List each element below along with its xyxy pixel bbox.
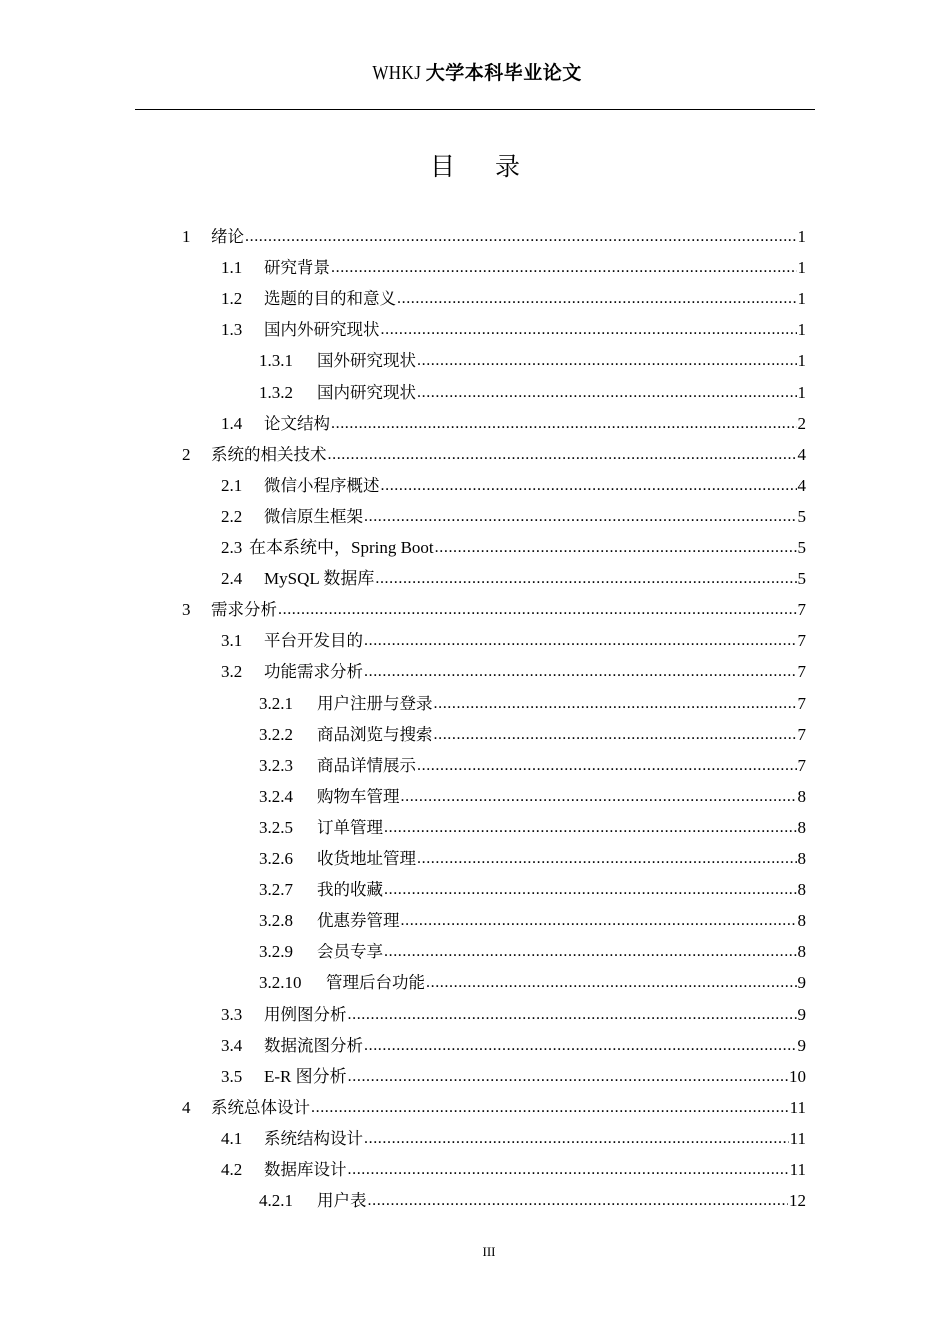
toc-entry-page: 4 — [797, 444, 806, 464]
toc-leader-dots — [401, 781, 797, 812]
toc-entry-title: 系统的相关技术 — [211, 444, 327, 464]
toc-leader-dots — [311, 1092, 789, 1123]
toc-entry-title: 国内研究现状 — [317, 382, 416, 402]
toc-entry-page: 5 — [797, 506, 806, 526]
toc-entry-number: 1.4 — [221, 413, 243, 433]
toc-entry-title: 用户注册与登录 — [317, 693, 433, 713]
toc-entry-page: 1 — [797, 382, 806, 402]
toc-entry-title: MySQL 数据库 — [264, 569, 375, 589]
toc-entry[interactable] — [221, 532, 806, 563]
header-title: 大学本科毕业论文 — [425, 62, 582, 84]
toc-leader-dots — [348, 999, 797, 1030]
toc-entry-number: 3.4 — [221, 1035, 243, 1055]
toc-entry-number: 1.1 — [221, 258, 243, 278]
toc-entry-title: 研究背景 — [264, 258, 330, 278]
toc-entry-title: 系统总体设计 — [211, 1097, 310, 1117]
toc-entry[interactable] — [259, 905, 806, 936]
page-number: III — [482, 1244, 496, 1259]
toc-entry[interactable] — [259, 1185, 806, 1216]
toc-entry-number: 1.3.2 — [259, 382, 293, 402]
toc-entry-page: 7 — [797, 693, 806, 713]
toc-entry[interactable] — [182, 221, 806, 252]
toc-entry[interactable] — [259, 377, 806, 408]
toc-entry-page: 5 — [797, 569, 806, 589]
toc-entry-page: 9 — [797, 1004, 806, 1024]
toc-entry-page: 7 — [797, 631, 806, 651]
toc-entry-page: 1 — [797, 289, 806, 309]
toc-entry[interactable] — [182, 439, 806, 470]
toc-entry-page: 1 — [797, 320, 806, 340]
toc-entry-title: 收货地址管理 — [317, 849, 416, 868]
toc-leader-dots — [364, 501, 797, 532]
toc-leader-dots — [397, 283, 797, 314]
toc-entry-title: 系统结构设计 — [264, 1128, 363, 1148]
toc-entry[interactable] — [259, 967, 806, 998]
toc-entry-number: 2.4 — [221, 569, 243, 589]
toc-entry[interactable] — [259, 812, 806, 843]
toc-entry-title: 会员专享 — [317, 942, 383, 962]
toc-leader-dots — [381, 314, 797, 345]
toc-entry-page: 1 — [797, 227, 806, 246]
toc-leader-dots — [364, 1030, 797, 1061]
toc-entry-page: 11 — [789, 1128, 806, 1148]
toc-entry-title: 数据库设计 — [264, 1160, 347, 1179]
toc-entry[interactable] — [221, 1061, 806, 1092]
toc-entry-page: 4 — [797, 475, 806, 495]
toc-entry-title: 用例图分析 — [264, 1004, 347, 1024]
toc-leader-dots — [348, 1061, 788, 1092]
toc-entry-page: 11 — [789, 1160, 806, 1179]
toc-leader-dots — [434, 688, 797, 719]
toc-entry-title: 管理后台功能 — [326, 973, 425, 993]
toc-entry-page: 12 — [789, 1191, 806, 1211]
toc-entry-number: 3 — [182, 600, 191, 620]
toc-entry[interactable] — [221, 283, 806, 314]
toc-entry-title: 平台开发目的 — [264, 631, 363, 651]
toc-entry-number: 3.2.1 — [259, 693, 293, 713]
toc-entry[interactable] — [221, 999, 806, 1030]
toc-entry-title: 购物车管理 — [317, 786, 400, 806]
toc-entry-title: 绪论 — [211, 227, 244, 246]
toc-entry-page: 7 — [797, 724, 806, 744]
toc-entry[interactable] — [221, 656, 806, 687]
toc-leader-dots — [417, 750, 797, 781]
toc-entry-page: 2 — [797, 413, 806, 433]
toc-entry-page: 8 — [797, 817, 806, 837]
toc-entry-number: 4.2 — [221, 1160, 243, 1179]
toc-leader-dots — [348, 1154, 789, 1185]
toc-entry-title: 优惠券管理 — [317, 911, 400, 931]
toc-entry-title: 微信原生框架 — [264, 506, 363, 526]
toc-leader-dots — [401, 905, 797, 936]
toc-entry[interactable] — [221, 408, 806, 439]
toc-entry-page: 7 — [797, 662, 806, 682]
toc-entry[interactable] — [182, 1092, 806, 1123]
toc-leader-dots — [245, 221, 797, 252]
header-rule — [135, 109, 815, 110]
header-latin: WHKJ — [372, 62, 422, 84]
toc-entry[interactable] — [221, 252, 806, 283]
toc-entry[interactable] — [259, 688, 806, 719]
toc-leader-dots — [364, 656, 797, 687]
toc-entry-number: 3.3 — [221, 1004, 243, 1024]
toc-entry-number: 3.2.8 — [259, 911, 293, 931]
toc-entry-number: 2 — [182, 444, 191, 464]
toc-entry-number: 4.1 — [221, 1128, 243, 1148]
toc-leader-dots — [384, 936, 797, 967]
toc-entry-title: E-R 图分析 — [264, 1066, 347, 1086]
toc-entry-number: 1.3 — [221, 320, 243, 340]
toc-entry-page: 7 — [797, 600, 806, 620]
toc-entry-page: 1 — [797, 351, 806, 371]
toc-entry-number: 3.2.6 — [259, 849, 293, 868]
toc-entry-number: 3.2.3 — [259, 755, 293, 775]
toc-leader-dots — [434, 719, 797, 750]
toc-entry-number: 4 — [182, 1097, 191, 1117]
toc-entry[interactable] — [259, 750, 806, 781]
running-header — [135, 58, 815, 85]
toc-entry-title: 论文结构 — [264, 413, 330, 433]
toc-entry-title: 国内外研究现状 — [264, 320, 380, 340]
toc-entry-number: 3.2.7 — [259, 880, 293, 900]
toc-entry-number: 3.1 — [221, 631, 243, 651]
toc-entry-number: 3.2.2 — [259, 724, 293, 744]
toc-leader-dots — [331, 408, 797, 439]
toc-entry-number: 4.2.1 — [259, 1191, 293, 1211]
toc-leader-dots — [384, 812, 797, 843]
toc-entry[interactable] — [221, 1030, 806, 1061]
toc-entry[interactable] — [221, 563, 806, 594]
toc-leader-dots — [417, 843, 797, 874]
toc-entry-number: 3.2.4 — [259, 786, 293, 806]
toc-entry-number: 2.1 — [221, 475, 243, 495]
toc-entry-page: 11 — [789, 1097, 806, 1117]
toc-entry[interactable] — [221, 314, 806, 345]
toc-entry-number: 2.3 — [221, 538, 243, 557]
toc-entry-page: 8 — [797, 849, 806, 868]
toc-entry[interactable] — [259, 936, 806, 967]
toc-entry-number: 3.2.10 — [259, 973, 302, 993]
toc-title: 目 录 — [430, 152, 536, 181]
toc-entry-title: 在本系统中，Spring Boot — [249, 538, 434, 557]
toc-entry-page: 7 — [797, 755, 806, 775]
toc-entry-title: 数据流图分析 — [264, 1035, 363, 1055]
toc-leader-dots — [368, 1185, 789, 1216]
toc-entry[interactable] — [221, 1154, 806, 1185]
toc-leader-dots — [417, 377, 797, 408]
toc-entry-title: 商品详情展示 — [317, 755, 416, 775]
toc-leader-dots — [426, 967, 797, 998]
toc-entry[interactable] — [221, 1123, 806, 1154]
toc-entry-number: 2.2 — [221, 506, 243, 526]
toc-entry[interactable] — [259, 843, 806, 874]
toc-entry-title: 微信小程序概述 — [264, 475, 380, 495]
toc-entry-title: 选题的目的和意义 — [264, 289, 396, 309]
toc-leader-dots — [381, 470, 797, 501]
toc-entry-title: 商品浏览与搜索 — [317, 724, 433, 744]
toc-entry-title: 订单管理 — [317, 817, 383, 837]
toc-leader-dots — [375, 563, 796, 594]
toc-entry-title: 功能需求分析 — [264, 662, 363, 682]
toc-leader-dots — [328, 439, 797, 470]
toc-leader-dots — [384, 874, 797, 905]
toc-entry-number: 1.2 — [221, 289, 243, 309]
toc-entry-title: 用户表 — [317, 1191, 367, 1211]
toc-entry-number: 3.5 — [221, 1066, 243, 1086]
toc-leader-dots — [364, 1123, 789, 1154]
toc-leader-dots — [417, 345, 797, 376]
toc-entry[interactable] — [221, 470, 806, 501]
toc-entry-page: 1 — [797, 258, 806, 278]
toc-entry-page: 10 — [789, 1066, 806, 1086]
toc-entry-title: 需求分析 — [211, 600, 277, 620]
toc-entry[interactable] — [221, 501, 806, 532]
toc-entry[interactable] — [259, 719, 806, 750]
toc-leader-dots — [364, 625, 797, 656]
toc-entry-number: 3.2.9 — [259, 942, 293, 962]
toc-entry-title: 我的收藏 — [317, 880, 383, 900]
toc-entry-number: 1 — [182, 227, 191, 246]
toc-entry[interactable] — [259, 874, 806, 905]
toc-entry[interactable] — [259, 781, 806, 812]
toc-leader-dots — [435, 532, 797, 563]
toc-entry-number: 3.2.5 — [259, 817, 293, 837]
toc-entry-page: 5 — [797, 538, 806, 557]
toc-entry-number: 3.2 — [221, 662, 243, 682]
toc-entry-page: 8 — [797, 880, 806, 900]
toc-entry-page: 8 — [797, 786, 806, 806]
toc-entry[interactable] — [182, 594, 806, 625]
toc-entry-page: 8 — [797, 942, 806, 962]
toc-entry-title: 国外研究现状 — [317, 351, 416, 371]
toc-entry-number: 1.3.1 — [259, 351, 293, 371]
toc-entry-page: 8 — [797, 911, 806, 931]
toc-entry[interactable] — [259, 345, 806, 376]
toc-entry[interactable] — [221, 625, 806, 656]
toc-entry-page: 9 — [797, 973, 806, 993]
toc-leader-dots — [278, 594, 797, 625]
toc-entry-page: 9 — [797, 1035, 806, 1055]
toc-leader-dots — [331, 252, 797, 283]
